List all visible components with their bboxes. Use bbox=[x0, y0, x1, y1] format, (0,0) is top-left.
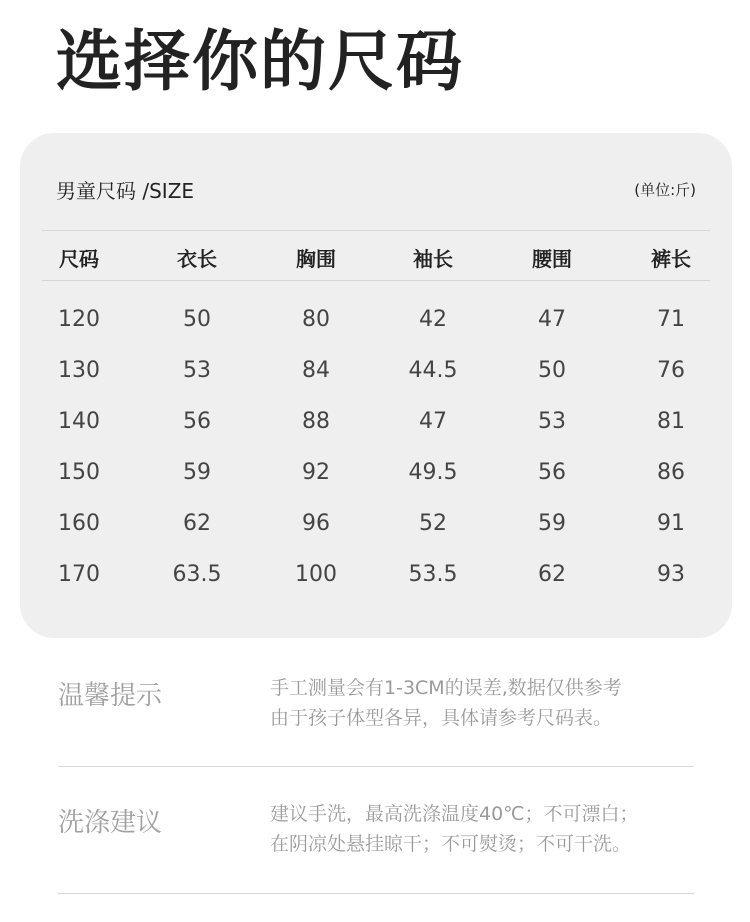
table-row bbox=[20, 504, 732, 544]
divider bbox=[42, 230, 710, 231]
table-cell: 150 bbox=[58, 460, 100, 485]
table-row bbox=[20, 402, 732, 442]
wash-line: 在阴凉处悬挂晾干；不可熨烫；不可干洗。 bbox=[270, 833, 632, 855]
table-cell: 96 bbox=[302, 511, 330, 536]
tips-line: 手工测量会有1-3CM的误差,数据仅供参考 bbox=[270, 677, 622, 699]
page-title: 选择你的尺码 bbox=[56, 23, 464, 100]
table-cell: 76 bbox=[657, 358, 685, 383]
table-cell: 91 bbox=[657, 511, 685, 536]
header-length: 衣长 bbox=[177, 247, 217, 271]
table-cell: 63.5 bbox=[172, 562, 222, 587]
table-cell: 44.5 bbox=[408, 358, 458, 383]
table-cell: 53.5 bbox=[408, 562, 458, 587]
unit-label: (单位:斤) bbox=[634, 181, 696, 199]
wash-line: 建议手洗，最高洗涤温度40℃；不可漂白； bbox=[270, 803, 639, 825]
table-cell: 53 bbox=[538, 409, 566, 434]
table-cell: 62 bbox=[538, 562, 566, 587]
tips-line: 由于孩子体型各异，具体请参考尺码表。 bbox=[270, 707, 613, 729]
table-cell: 92 bbox=[302, 460, 330, 485]
table-cell: 86 bbox=[657, 460, 685, 485]
table-cell: 50 bbox=[183, 307, 211, 332]
table-cell: 52 bbox=[419, 511, 447, 536]
table-row bbox=[20, 555, 732, 595]
table-cell: 50 bbox=[538, 358, 566, 383]
header-waist: 腰围 bbox=[532, 247, 572, 271]
table-row bbox=[20, 351, 732, 391]
header-sleeve: 袖长 bbox=[413, 247, 453, 271]
table-cell: 71 bbox=[657, 307, 685, 332]
table-cell: 56 bbox=[183, 409, 211, 434]
header-chest: 胸围 bbox=[296, 247, 336, 271]
table-row bbox=[20, 453, 732, 493]
table-cell: 56 bbox=[538, 460, 566, 485]
table-cell: 47 bbox=[419, 409, 447, 434]
table-cell: 42 bbox=[419, 307, 447, 332]
table-cell: 88 bbox=[302, 409, 330, 434]
table-cell: 130 bbox=[58, 358, 100, 383]
table-cell: 53 bbox=[183, 358, 211, 383]
table-cell: 59 bbox=[538, 511, 566, 536]
table-cell: 62 bbox=[183, 511, 211, 536]
table-cell: 80 bbox=[302, 307, 330, 332]
table-cell: 47 bbox=[538, 307, 566, 332]
tips-title: 温馨提示 bbox=[58, 681, 163, 711]
table-cell: 49.5 bbox=[408, 460, 458, 485]
size-chart-card bbox=[20, 133, 732, 638]
divider bbox=[58, 766, 694, 767]
divider bbox=[58, 893, 694, 894]
table-header-row bbox=[20, 239, 732, 279]
table-cell: 59 bbox=[183, 460, 211, 485]
table-cell: 93 bbox=[657, 562, 685, 587]
table-row bbox=[20, 300, 732, 340]
header-size: 尺码 bbox=[59, 247, 99, 271]
chart-title: 男童尺码 /SIZE bbox=[56, 179, 195, 203]
table-cell: 100 bbox=[295, 562, 337, 587]
header-pants-length: 裤长 bbox=[651, 247, 691, 271]
table-cell: 120 bbox=[58, 307, 100, 332]
divider bbox=[42, 280, 710, 281]
wash-title: 洗涤建议 bbox=[58, 808, 163, 838]
table-cell: 170 bbox=[58, 562, 100, 587]
table-cell: 160 bbox=[58, 511, 100, 536]
table-cell: 140 bbox=[58, 409, 100, 434]
table-cell: 81 bbox=[657, 409, 685, 434]
table-cell: 84 bbox=[302, 358, 330, 383]
